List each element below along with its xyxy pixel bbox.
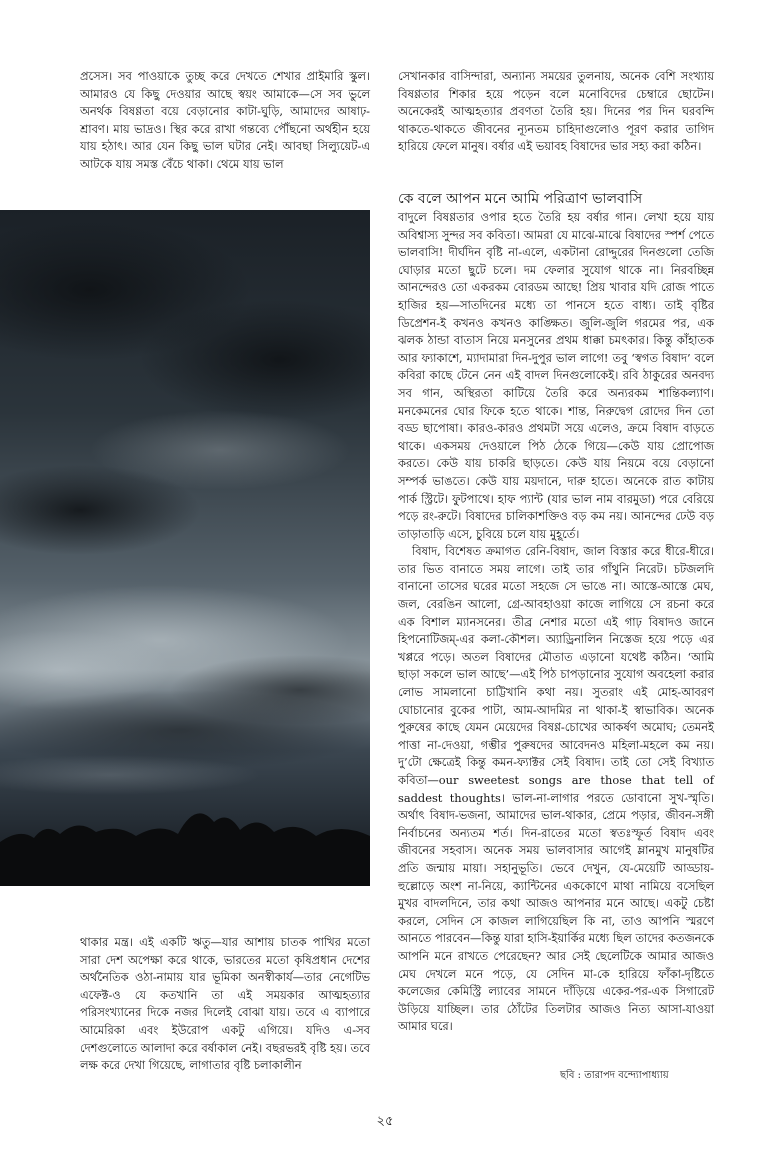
paragraph: থাকার মন্ত্র। এই একটি ঋতু—যার আশায় চাতক পাখির মতো সারা দেশ অপেক্ষা করে থাকে, ভারতের মতো কৃষিপ্রধান দেশের অর্থনৈতিক ওঠা-নামায় যার ভূমিকা অনস্বীকার্য—তার নেগেটিভ এফেক্ট-ও যে কতখানি তা এই সময়কার আত্মহত্যার পরিসংখ্যানের দিকে নজর দিলেই বোঝা যায়। তবে এ ব্যাপারে আমেরিকা এবং ইউরোপ একটু এগিয়ে। যদিও এ-সব দেশগুলোতে আলাদা করে বর্ষাকাল নেই। বছরভরই বৃষ্টি হয়। তবে লক্ষ করে দেখা গিয়েছে, লাগাতার বৃষ্টি চলাকালীন <box>80 935 370 1073</box>
right-column-top <box>398 68 714 156</box>
photo-credit: ছবি : তারাপদ বন্দ্যোপাধ্যায় <box>560 1070 669 1081</box>
storm-clouds-photo <box>0 210 370 886</box>
paragraph: বাদুলে বিষণ্ণতার ওপার হতে তৈরি হয় বর্ষার গান। লেখা হয়ে যায় অবিশ্বাস্য সুন্দর সব কবিতা। আমরা যে মাঝে-মাঝে বিষাদের স্পর্শ পেতে ভালবাসি! দীর্ঘদিন বৃষ্টি না-এলে, একটানা রোদ্দুরের দিনগুলো তেজি ঘোড়ার মতো ছুটে চলে। দম ফেলার সুযোগ থাকে না। নিরবচ্ছিন্ন আনন্দেরও তো একরকম বোরডম আছে! প্রিয় খাবার যদি রোজ পাতে হাজির হয়—সাতদিনের মধ্যে তা পানসে হতে বাধ্য। তাই বৃষ্টির ডিপ্রেশন-ই কখনও কখনও কাঙ্ক্ষিত। জুলি-জুলি গরমের পর, এক ঝলক ঠান্ডা বাতাস নিয়ে মনসুনের প্রথম ধাক্কা চমৎকার। কিন্তু কাঁহাতক আর ফ্যাকাশে, ম্যাদামারা দিন-দুপুর ভাল লাগে! তবু ‘স্বগত বিষাদ’ বলে কবিরা কাছে টেনে নেন এই বাদল দিনগুলোকেই। রবি ঠাকুরের অনবদ্য সব গান, অস্থিরতা কাটিয়ে তৈরি করে অন্যরকম শান্তিকল্যাণ। মনকেমনের ঘোর ফিকে হতে থাকে। শান্ত, নিরুদ্বেগ রোদের দিন তো বড্ড ছাপোষা। কারও-কারও প্রথমটা সয়ে এলেও, ক্রমে বিষাদ বাড়তে থাকে। একসময় দেওয়ালে পিঠ ঠেকে গিয়ে—কেউ যায় প্রোপোজ করতে। কেউ যায় চাকরি ছাড়তে। কেউ যায় নিয়মে বয়ে বেড়ানো সম্পর্ক ভাঙতে। কেউ যায় ময়দানে, দারু হাতে। অনেকে রাত কাটায় পার্ক স্ট্রিটে। ফুটপাথে। হাফ প্যান্ট (যার ভাল নাম বারমুডা) পরে বেরিয়ে পড়ে রং-রুটে। বিষাদের চালিকাশক্তিও বড় কম নয়। আনন্দের ঢেউ বড় তাড়াতাড়ি এসে, চুবিয়ে চলে যায় মুহূর্তে। <box>398 210 714 541</box>
left-column-top <box>80 68 370 174</box>
paragraph: প্রসেস। সব পাওয়াকে তুচ্ছ করে দেখতে শেখার প্রাইমারি স্কুল। আমারও যে কিছু দেওয়ার আছে স্বয়ং আমাকে—সে সব ভুলে অনর্থক বিষণ্ণতা বয়ে বেড়ানোর কাটা-ঘুড়ি, আমাদের আষাঢ়-শ্রাবণ। মায় ভাদ্রও। স্থির করে রাখা গন্তব্যে পৌঁছনো অর্থহীন হয়ে যায় হঠাৎ। আর যেন কিছু ভাল ঘটার নেই। আবছা সিল্যুয়েট-এ আটকে যায় সমস্ত বেঁচে থাকা। থেমে যায় ভাল <box>80 69 370 171</box>
paragraph: সেখানকার বাসিন্দারা, অন্যান্য সময়ের তুলনায়, অনেক বেশি সংখ্যায় বিষণ্ণতার শিকার হয়ে পড়েন বলে মনোবিদের চেম্বারে ছোটেন। অনেকেরই আত্মহত্যার প্রবণতা তৈরি হয়। দিনের পর দিন ঘরবন্দি থাকতে-থাকতে জীবনের ন্যূনতম চাহিদাগুলোও পূরণ করার তাগিদ হারিয়ে ফেলে মানুষ। বর্ষার এই ভয়াবহ বিষাদের ভার সহ্য করা কঠিন। <box>398 69 714 154</box>
right-column-main <box>398 209 714 1036</box>
paragraph: বিষাদ, বিশেষত ক্রমাগত রেনি-বিষাদ, জাল বিস্তার করে ধীরে-ধীরে। তার ভিত বানাতে সময় লাগে। তাই তার গাঁথুনি নিরেট। চটজলদি বানানো তাসের ঘরের মতো সহজে সে ভাঙে না। আস্তে-আস্তে মেঘ, জল, বেরঙিন আলো, গ্রে-আবহাওয়া কাজে লাগিয়ে সে রচনা করে এক বিশাল ম্যানসনের। তীব্র নেশার মতো এই গাঢ় বিষাদও জানে হিপনোটিজম্-এর কলা-কৌশল। অ্যাড্রিনালিন নিস্তেজ হয়ে পড়ে এর খপ্পরে পড়ে। অতল বিষাদের মৌতাত এড়ানো যথেষ্ট কঠিন। ‘আমি ছাড়া সকলে ভাল আছে’—এই পিঠ চাপড়ানোর সুযোগ অবহেলা করার লোভ সামলানো চাট্টিখানি কথা নয়। সুতরাং এই মোহ-আবরণ ঘোচানোর বুকের পাটা, আম-আদমির না থাকা-ই স্বাভাবিক। অনেক পুরুষের কাছে যেমন মেয়েদের বিষণ্ণ-চোখের আকর্ষণ অমোঘ; তেমনই পাত্তা না-দেওয়া, গম্ভীর পুরুষদের আবেদনও মহিলা-মহলে কম নয়। দু’টো ক্ষেত্রেই কিন্তু কমন-ফ্যাক্টর সেই বিষাদ। তাই তো সেই বিখ্যাত কবিতা—our sweetest songs are those that tell of saddest thoughts। ভাল-না-লাগার পরতে ডোবানো সুখ-স্মৃতি। অর্থাৎ বিষাদ-ভজনা, আমাদের ভাল-থাকার, প্রেমে পড়ার, জীবন-সঙ্গী নির্বাচনের অন্যতম শর্ত। দিন-রাতের মতো স্বতঃস্ফূর্ত বিষাদ এবং জীবনের সহবাস। অনেক সময় ভালবাসার আগেই ম্লানমুখ মানুষটির প্রতি জন্মায় মায়া। সহানুভূতি। ভেবে দেখুন, যে-মেয়েটি আড্ডায়-হুল্লোড়ে অংশ না-নিয়ে, ক্যান্টিনের এককোণে মাথা নামিয়ে বসেছিল মুখর বাদলদিনে, তার কথা আজও আপনার মনে আছে। একটু চেষ্টা করলে, সেদিন সে কাজল লাগিয়েছিল কি না, তাও আপনি স্মরণে আনতে পারবেন—কিন্তু যারা হাসি-ইয়ার্কির মধ্যে ছিল তাদের কতজনকে আপনি মনে রাখতে পেরেছেন? আর সেই ছেলেটিকে আমার আজও মেঘ দেখলে মনে পড়ে, যে সেদিন মা-কে হারিয়ে ফাঁকা-দৃষ্টিতে কলেজের কেমিস্ট্রি ল্যাবের সামনে দাঁড়িয়ে একের-পর-এক সিগারেট উড়িয়ে যাচ্ছিল। তার ঠোঁটের তিলটার আজও নিত্য আসা-যাওয়া আমার ঘরে। <box>398 544 714 1034</box>
page-number: ২৫ <box>376 1114 394 1129</box>
subheading: কে বলে আপন মনে আমি পরিত্রাণ ভালবাসি <box>398 191 643 207</box>
left-column-bottom <box>80 934 370 1075</box>
